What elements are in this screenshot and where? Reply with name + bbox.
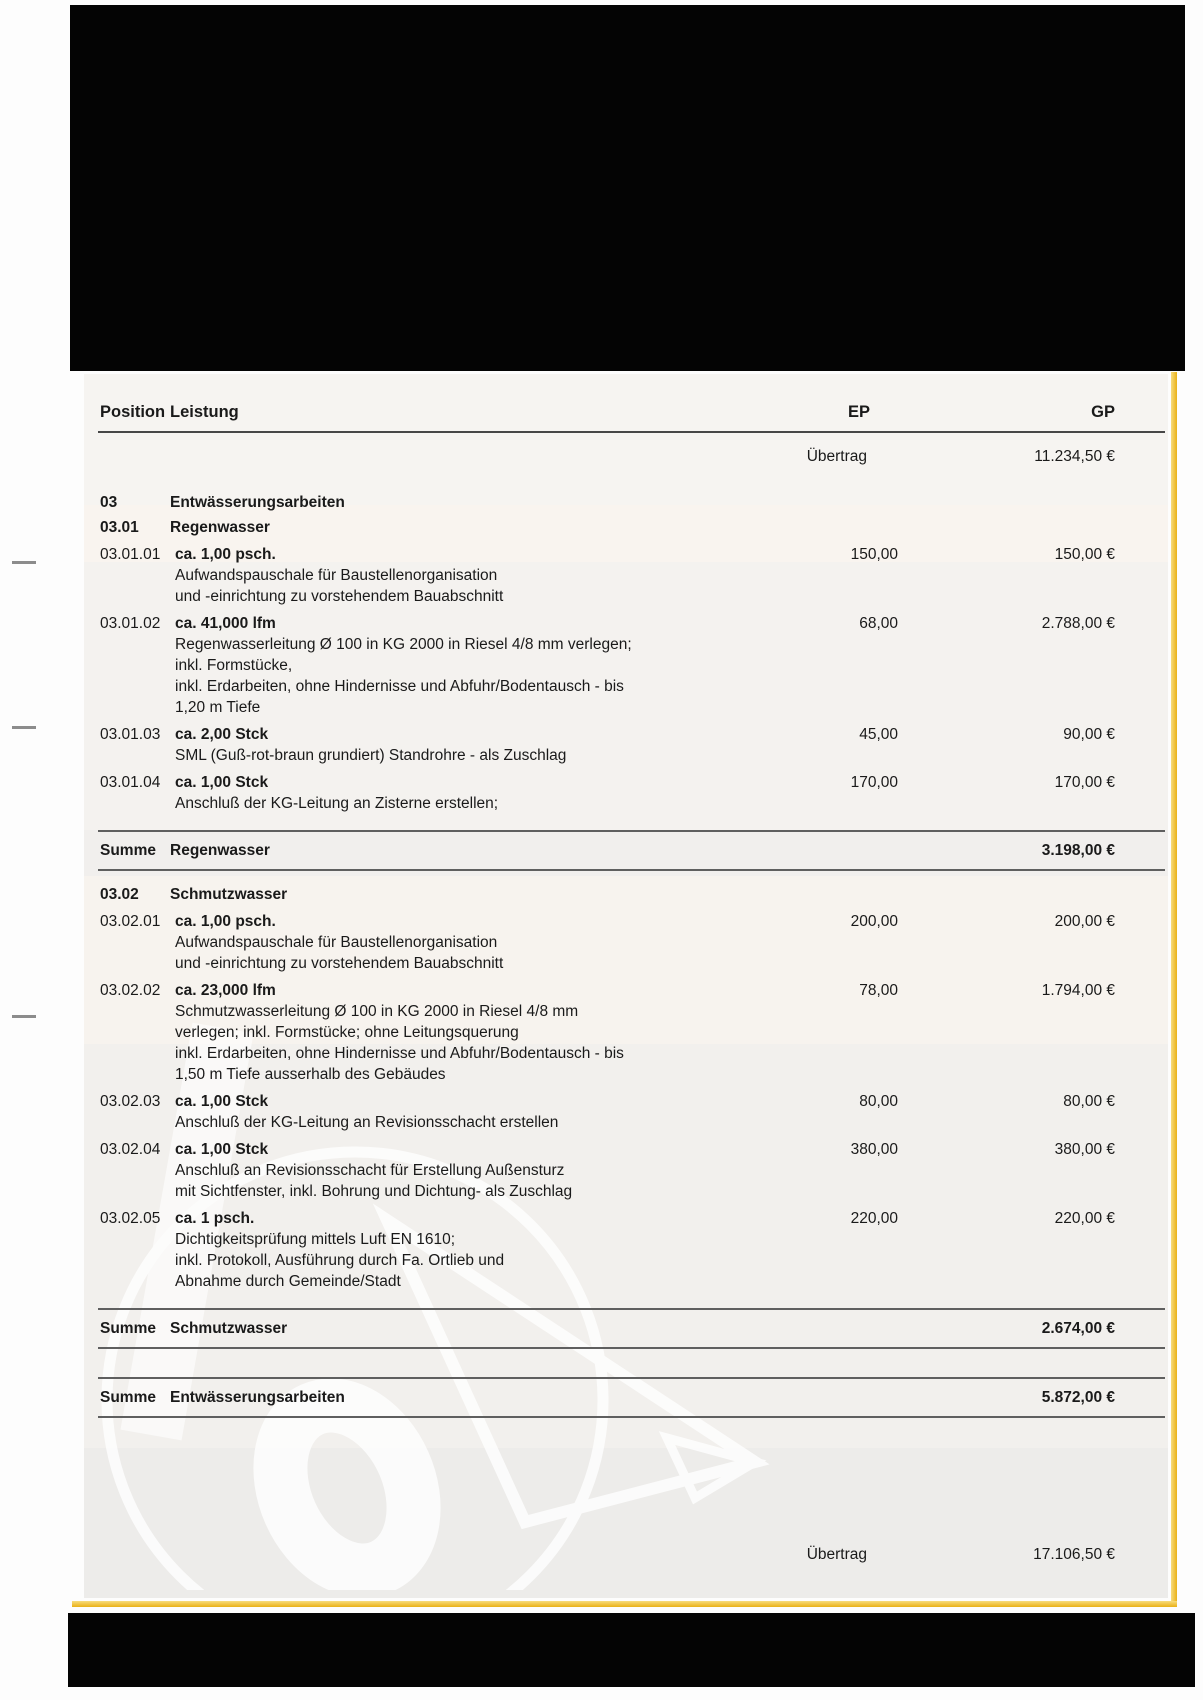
sum-amount: 5.872,00 €: [1041, 1389, 1115, 1406]
item-unit-price: 200,00: [850, 913, 898, 930]
item-description-line: Abnahme durch Gemeinde/Stadt: [175, 1273, 401, 1290]
item-total-price: 170,00 €: [1054, 774, 1115, 791]
item-quantity: ca. 2,00 Stck: [175, 726, 269, 743]
item-position-number: 03.02.03: [100, 1093, 161, 1110]
sum-label: Summe: [100, 1320, 156, 1337]
sum-label: Summe: [100, 842, 156, 859]
item-description-line: inkl. Erdarbeiten, ohne Hindernisse und Abfuhr/Bodentausch - bis: [175, 678, 624, 695]
column-header-ep: EP: [847, 403, 870, 421]
item-quantity: ca. 1 psch.: [175, 1210, 255, 1227]
item-total-price: 220,00 €: [1054, 1210, 1115, 1227]
item-description-line: verlegen; inkl. Formstücke; ohne Leitungsquerung: [175, 1024, 519, 1041]
item-total-price: 200,00 €: [1054, 913, 1115, 930]
item-description-line: Anschluß der KG-Leitung an Zisterne erstellen;: [175, 795, 499, 812]
item-quantity: ca. 1,00 Stck: [175, 774, 269, 791]
item-unit-price: 220,00: [850, 1210, 898, 1227]
item-description-lines: [175, 1112, 868, 1133]
item-description-line: Anschluß an Revisionsschacht für Erstellung Außensturz: [175, 1162, 565, 1179]
section-title: Schmutzwasser: [170, 886, 288, 903]
section-title: Entwässerungsarbeiten: [170, 494, 345, 511]
table-body: [84, 492, 1168, 1418]
item-description-line: Schmutzwasserleitung Ø 100 in KG 2000 in Riesel 4/8 mm: [175, 1003, 579, 1020]
item-total-price: 380,00 €: [1054, 1141, 1115, 1158]
item-total-price: 1.794,00 €: [1041, 982, 1115, 999]
section-title: Regenwasser: [170, 519, 270, 536]
section-position-number: 03.01: [100, 519, 139, 536]
table-row-item: [84, 544, 1168, 607]
item-description-line: SML (Guß-rot-braun grundiert) Standrohre - als Zuschlag: [175, 747, 567, 764]
table-header-row: [84, 402, 1168, 424]
page-border-right: [1171, 372, 1177, 1607]
item-description-line: 1,50 m Tiefe ausserhalb des Gebäudes: [175, 1066, 446, 1083]
item-unit-price: 80,00: [859, 1093, 898, 1110]
section-position-number: 03.02: [100, 886, 139, 903]
item-quantity: ca. 1,00 Stck: [175, 1141, 269, 1158]
item-quantity: ca. 23,000 lfm: [175, 982, 276, 999]
carry-forward-top-row: [84, 446, 1168, 467]
page-border-bottom: [72, 1601, 1177, 1607]
item-position-number: 03.01.03: [100, 726, 161, 743]
column-header-position: Position: [100, 403, 166, 421]
redacted-footer-block: [68, 1613, 1195, 1687]
item-total-price: 90,00 €: [1063, 726, 1115, 743]
sum-section-name: Entwässerungsarbeiten: [170, 1389, 345, 1406]
item-description-lines: [175, 745, 868, 766]
table-row-item: [84, 613, 1168, 718]
item-description-lines: [175, 1229, 868, 1292]
item-total-price: 2.788,00 €: [1041, 615, 1115, 632]
fold-mark: [12, 726, 36, 729]
table-row-item: [84, 1208, 1168, 1292]
item-unit-price: 68,00: [859, 615, 898, 632]
sum-amount: 2.674,00 €: [1041, 1320, 1115, 1337]
item-quantity: ca. 1,00 psch.: [175, 913, 276, 930]
item-position-number: 03.01.02: [100, 615, 161, 632]
item-position-number: 03.01.01: [100, 546, 161, 563]
item-unit-price: 78,00: [859, 982, 898, 999]
sum-section-name: Schmutzwasser: [170, 1320, 288, 1337]
sum-row: [98, 1308, 1165, 1349]
table-row-item: [84, 1091, 1168, 1133]
item-description-line: und -einrichtung zu vorstehendem Bauabschnitt: [175, 588, 504, 605]
item-description-line: Aufwandspauschale für Baustellenorganisation: [175, 567, 498, 584]
item-quantity: ca. 1,00 psch.: [175, 546, 276, 563]
item-description-lines: [175, 1001, 868, 1085]
item-description-line: inkl. Formstücke,: [175, 657, 293, 674]
item-total-price: 80,00 €: [1063, 1093, 1115, 1110]
item-unit-price: 170,00: [850, 774, 898, 791]
item-quantity: ca. 1,00 Stck: [175, 1093, 269, 1110]
item-description-lines: [175, 793, 868, 814]
item-total-price: 150,00 €: [1054, 546, 1115, 563]
redacted-header-block: [70, 5, 1185, 371]
item-description-line: Dichtigkeitsprüfung mittels Luft EN 1610;: [175, 1231, 455, 1248]
item-quantity: ca. 41,000 lfm: [175, 615, 276, 632]
item-description-line: inkl. Erdarbeiten, ohne Hindernisse und Abfuhr/Bodentausch - bis: [175, 1045, 624, 1062]
sum-amount: 3.198,00 €: [1041, 842, 1115, 859]
column-header-gp: GP: [1091, 403, 1115, 421]
document-content: [84, 374, 1168, 1565]
section-position-number: 03: [100, 494, 118, 511]
item-unit-price: 380,00: [850, 1141, 898, 1158]
item-description-line: Anschluß der KG-Leitung an Revisionsschacht erstellen: [175, 1114, 559, 1131]
fold-mark: [12, 561, 36, 564]
item-unit-price: 45,00: [859, 726, 898, 743]
carry-forward-amount: 17.106,50 €: [1033, 1546, 1115, 1563]
table-row-item: [84, 772, 1168, 814]
item-description-lines: [175, 932, 868, 974]
item-position-number: 03.02.04: [100, 1141, 161, 1158]
item-position-number: 03.01.04: [100, 774, 161, 791]
item-description-lines: [175, 1160, 868, 1202]
carry-forward-label: Übertrag: [806, 448, 867, 465]
header-divider: [98, 431, 1165, 433]
section-heading-row: [84, 492, 1168, 513]
section-heading-row: [84, 517, 1168, 538]
sum-row: [98, 830, 1165, 871]
section-heading-row: [84, 884, 1168, 905]
sum-label: Summe: [100, 1389, 156, 1406]
item-description-line: und -einrichtung zu vorstehendem Bauabschnitt: [175, 955, 504, 972]
table-row-item: [84, 980, 1168, 1085]
item-unit-price: 150,00: [850, 546, 898, 563]
item-position-number: 03.02.01: [100, 913, 161, 930]
item-description-line: inkl. Protokoll, Ausführung durch Fa. Ortlieb und: [175, 1252, 505, 1269]
item-description-lines: [175, 565, 868, 607]
table-row-item: [84, 1139, 1168, 1202]
fold-mark: [12, 1015, 36, 1018]
item-description-line: 1,20 m Tiefe: [175, 699, 261, 716]
item-description-line: Aufwandspauschale für Baustellenorganisation: [175, 934, 498, 951]
item-description-line: Regenwasserleitung Ø 100 in KG 2000 in Riesel 4/8 mm verlegen;: [175, 636, 632, 653]
item-position-number: 03.02.02: [100, 982, 161, 999]
item-description-line: mit Sichtfenster, inkl. Bohrung und Dichtung- als Zuschlag: [175, 1183, 573, 1200]
column-header-leistung: Leistung: [170, 403, 239, 421]
carry-forward-amount: 11.234,50 €: [1034, 448, 1115, 465]
item-position-number: 03.02.05: [100, 1210, 161, 1227]
item-description-lines: [175, 634, 868, 718]
table-row-item: [84, 911, 1168, 974]
carry-forward-bottom-row: [84, 1544, 1168, 1565]
sum-section-name: Regenwasser: [170, 842, 270, 859]
table-row-item: [84, 724, 1168, 766]
carry-forward-label: Übertrag: [806, 1546, 867, 1563]
sum-row: [98, 1377, 1165, 1418]
